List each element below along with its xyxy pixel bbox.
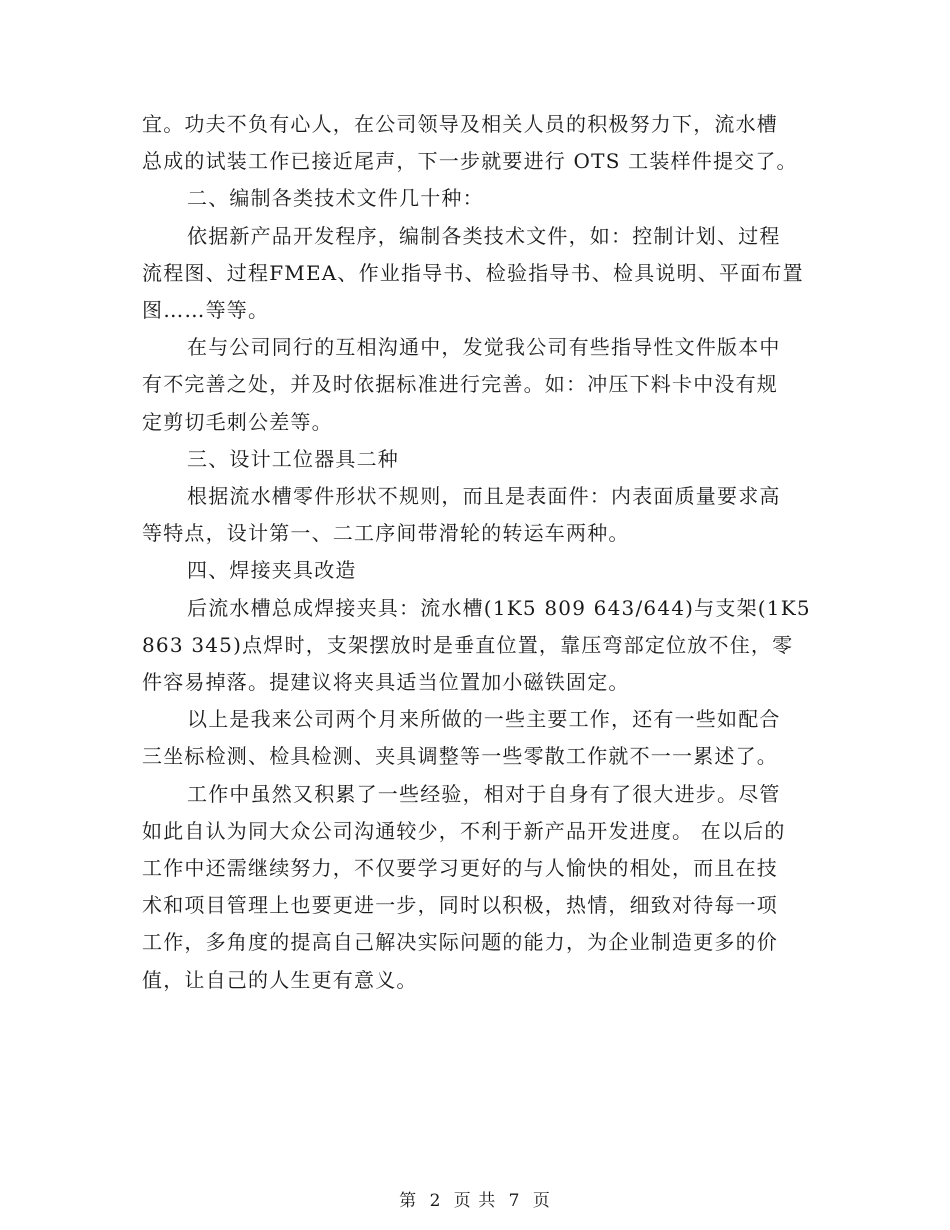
current-page-number: 2 (429, 1191, 442, 1211)
text-line: 根据流水槽零件形状不规则，而且是表面件：内表面质量要求高 (187, 484, 781, 509)
text-line: 工作中虽然又积累了一些经验，相对于自身有了很大进步。尽管 (187, 781, 781, 806)
text-line: 三坐标检测、检具检测、夹具调整等一些零散工作就不一一累述了。 (142, 744, 778, 769)
text-line: 863 345)点焊时，支架摆放时是垂直位置，靠压弯部定位放不住，零 (142, 632, 794, 657)
section-heading: 三、设计工位器具二种 (187, 446, 399, 471)
footer-prefix: 第 (399, 1191, 418, 1211)
text-line: 流程图、过程FMEA、作业指导书、检验指导书、检具说明、平面布置 (142, 260, 804, 285)
text-line: 图……等等。 (142, 298, 270, 323)
text-line: 工作中还需继续努力，不仅要学习更好的与人愉快的相处，而且在技 (142, 856, 778, 881)
text-line: 如此自认为同大众公司沟通较少，不利于新产品开发进度。 在以后的 (142, 818, 786, 843)
text-line: 定剪切毛刺公差等。 (142, 409, 333, 434)
page-footer (0, 1186, 950, 1211)
document-body (142, 106, 810, 999)
text-line: 总成的试装工作已接近尾声，下一步就要进行 OTS 工装样件提交了。 (142, 149, 798, 174)
total-page-count: 7 (508, 1191, 521, 1211)
text-line: 依据新产品开发程序，编制各类技术文件，如：控制计划、过程 (187, 223, 781, 248)
section-heading: 四、焊接夹具改造 (187, 558, 357, 583)
section-heading: 二、编制各类技术文件几十种： (187, 186, 484, 211)
footer-middle: 页 共 (453, 1191, 497, 1211)
text-line: 宜。功夫不负有心人，在公司领导及相关人员的积极努力下，流水槽 (142, 112, 778, 136)
text-line: 术和项目管理上也要更进一步，同时以积极，热情，细致对待每一项 (142, 893, 778, 918)
text-line: 以上是我来公司两个月来所做的一些主要工作，还有一些如配合 (187, 707, 781, 732)
text-line: 有不完善之处，并及时依据标准进行完善。如：冲压下料卡中没有规 (142, 372, 778, 397)
text-line: 等特点，设计第一、二工序间带滑轮的转运车两种。 (142, 521, 630, 546)
footer-suffix: 页 (532, 1191, 551, 1211)
text-line: 后流水槽总成焊接夹具：流水槽(1K5 809 643/644)与支架(1K5 (187, 595, 811, 620)
text-line: 值，让自己的人生更有意义。 (142, 967, 418, 992)
text-line: 工作，多角度的提高自己解决实际问题的能力，为企业制造更多的价 (142, 930, 778, 955)
text-line: 件容易掉落。提建议将夹具适当位置加小磁铁固定。 (142, 670, 630, 695)
text-line: 在与公司同行的互相沟通中，发觉我公司有些指导性文件版本中 (187, 335, 781, 360)
